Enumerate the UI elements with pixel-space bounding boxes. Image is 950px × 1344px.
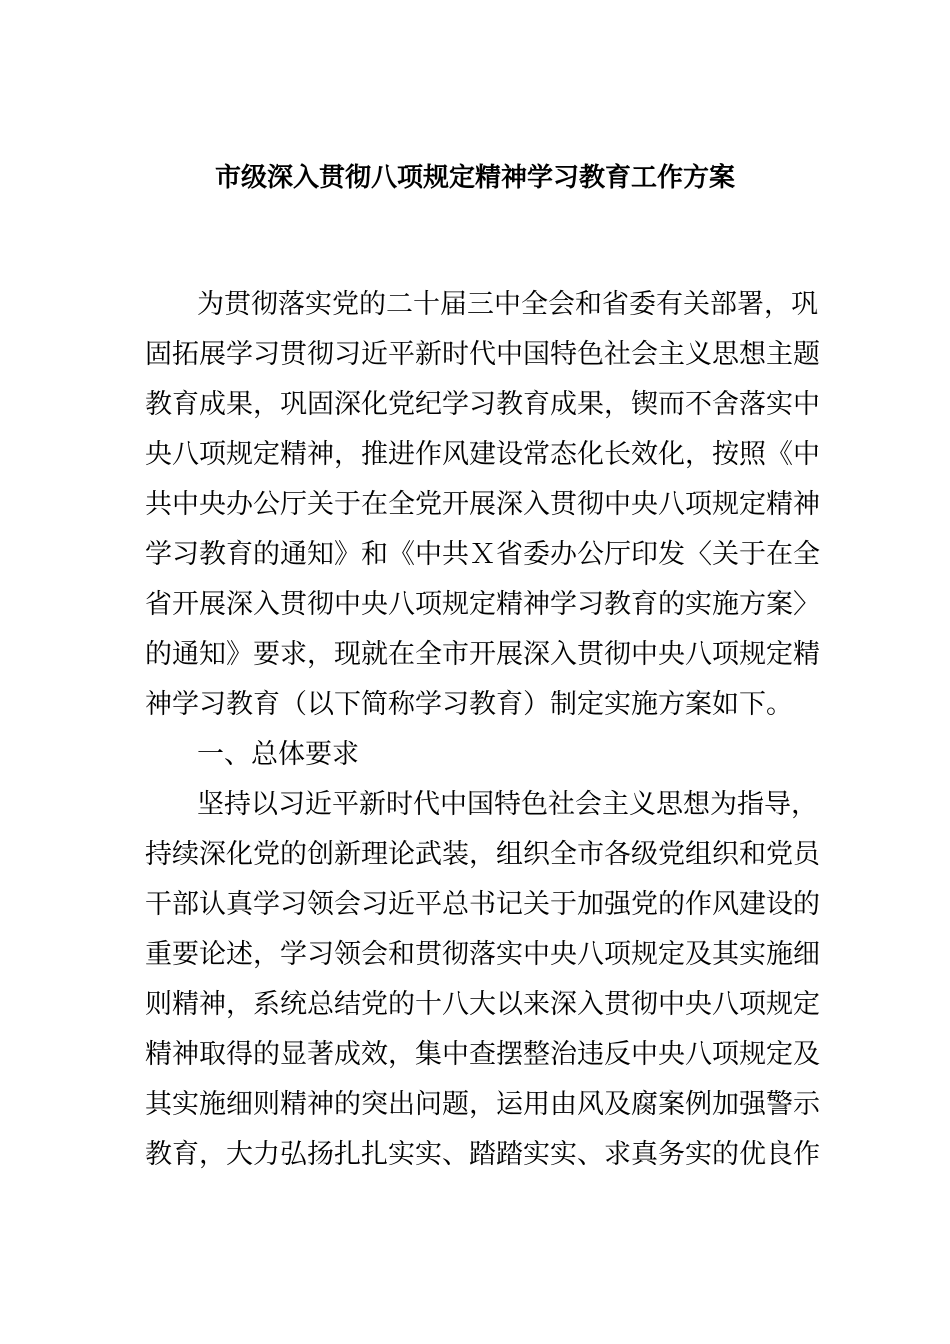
paragraph-line: 坚持以习近平新时代中国特色社会主义思想为指导，	[197, 789, 818, 820]
paragraph-line: 重要论述，学习领会和贯彻落实中央八项规定及其实施细	[145, 939, 820, 970]
document-body	[145, 280, 820, 1180]
paragraph-line: 固拓展学习贯彻习近平新时代中国特色社会主义思想主题	[145, 339, 820, 370]
paragraph-line: 干部认真学习领会习近平总书记关于加强党的作风建设的	[145, 889, 820, 920]
paragraph-line: 其实施细则精神的突出问题，运用由风及腐案例加强警示	[145, 1089, 820, 1120]
document-title: 市级深入贯彻八项规定精神学习教育工作方案	[214, 163, 735, 193]
section-heading: 一、总体要求	[197, 739, 359, 770]
paragraph-line: 央八项规定精神，推进作风建设常态化长效化，按照《中	[145, 439, 820, 470]
paragraph-line: 教育，大力弘扬扎扎实实、踏踏实实、求真务实的优良作	[145, 1139, 820, 1170]
paragraph-line: 精神取得的显著成效，集中查摆整治违反中央八项规定及	[145, 1039, 820, 1070]
paragraph-line: 的通知》要求，现就在全市开展深入贯彻中央八项规定精	[145, 639, 820, 670]
paragraph-line: 省开展深入贯彻中央八项规定精神学习教育的实施方案〉	[145, 589, 820, 620]
paragraph-line: 则精神，系统总结党的十八大以来深入贯彻中央八项规定	[145, 989, 820, 1020]
paragraph-line: 神学习教育（以下简称学习教育）制定实施方案如下。	[145, 689, 793, 720]
paragraph-line: 教育成果，巩固深化党纪学习教育成果，锲而不舍落实中	[145, 389, 820, 420]
paragraph-line: 持续深化党的创新理论武装，组织全市各级党组织和党员	[145, 839, 820, 870]
paragraph-line: 为贯彻落实党的二十届三中全会和省委有关部署，巩	[197, 289, 818, 320]
paragraph-line: 学习教育的通知》和《中共Ｘ省委办公厅印发〈关于在全	[145, 539, 820, 570]
paragraph-line: 共中央办公厅关于在全党开展深入贯彻中央八项规定精神	[145, 489, 820, 520]
